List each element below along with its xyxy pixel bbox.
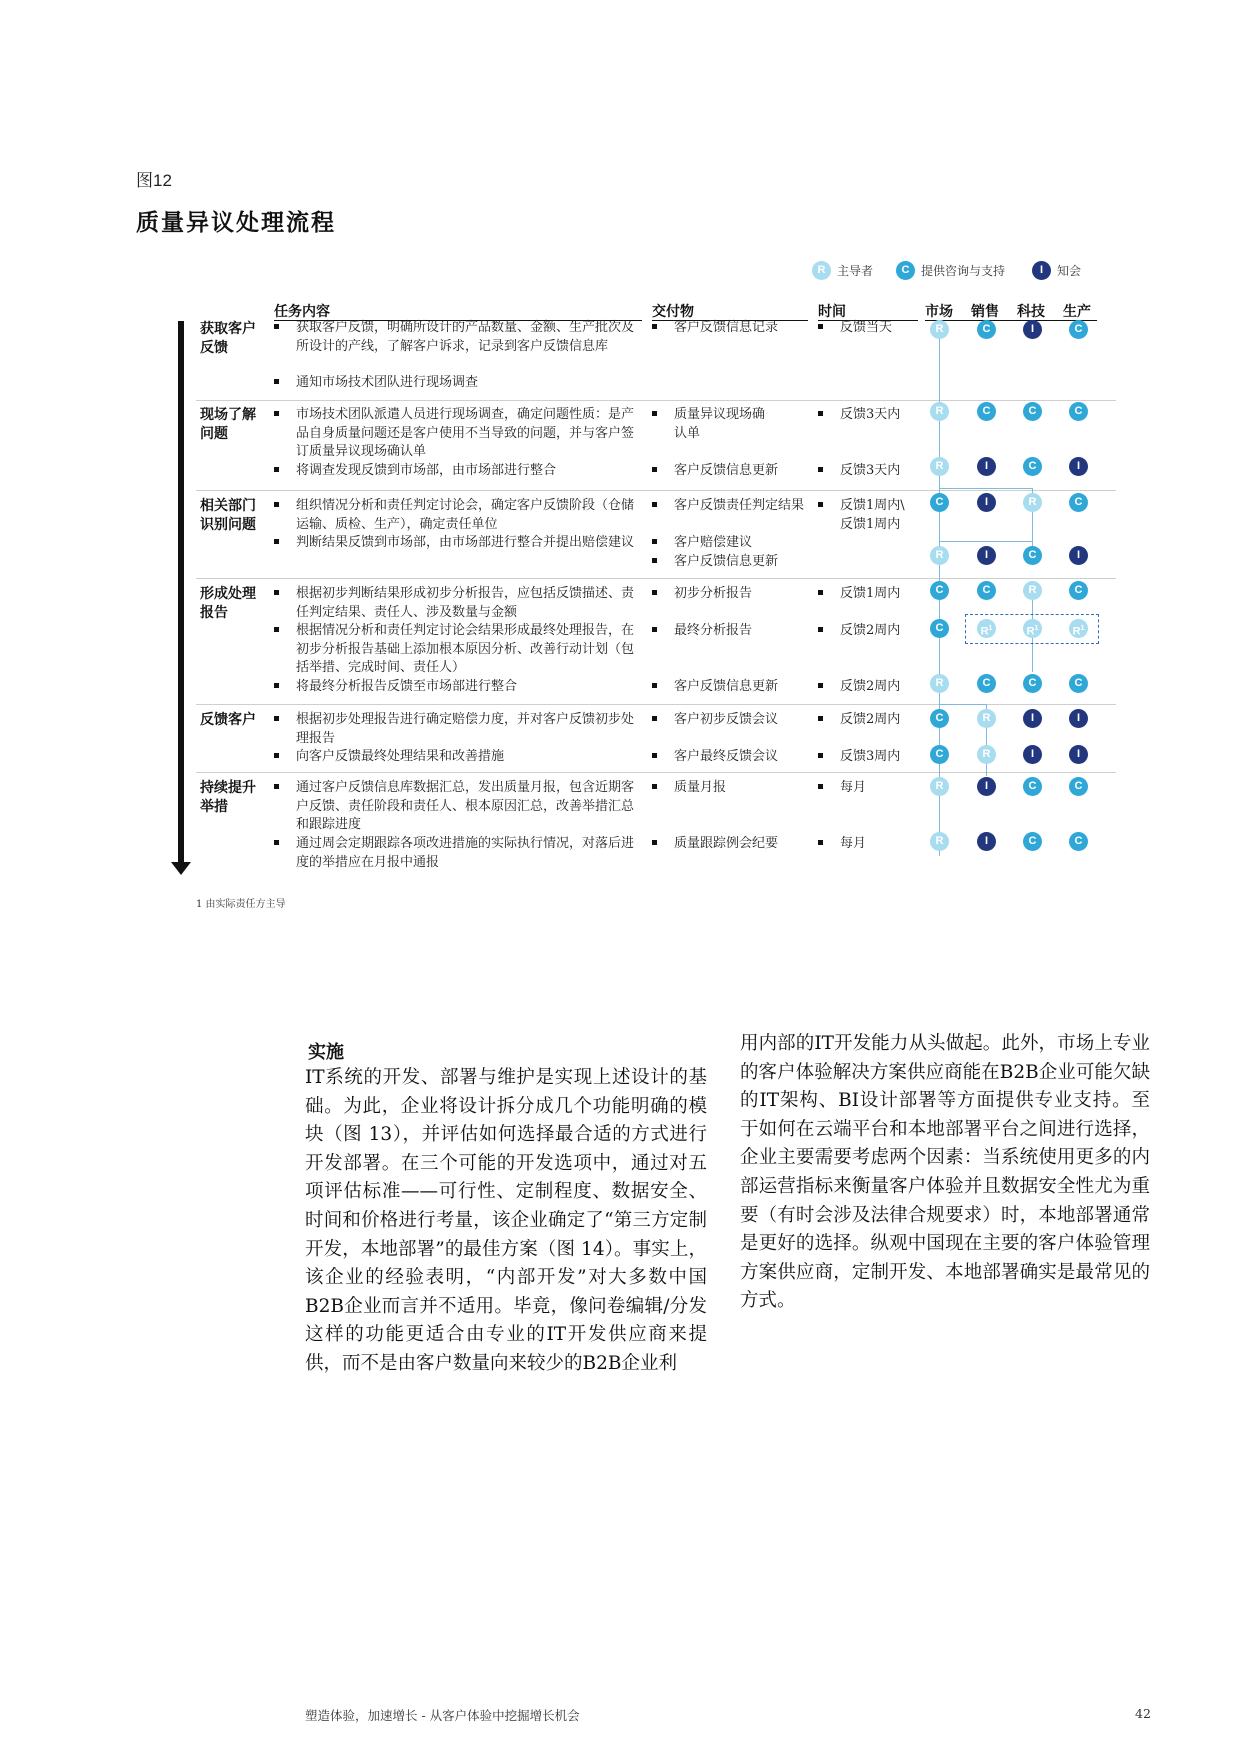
task-item: 根据初步处理报告进行确定赔偿力度，并对客户反馈初步处理报告 bbox=[274, 711, 642, 748]
deliverable-item: 客户反馈信息更新 bbox=[652, 678, 808, 697]
body-text-left: IT系统的开发、部署与维护是实现上述设计的基础。为此，企业将设计拆分成几个功能明确的模块（图 13），并评估如何选择最合适的方式进行开发部署。在三个可能的开发选项中，通过对五项评估标准——可行性、定制程度、数据安全、时间和价格进行考量，该企业确定了“第三方定制开发，本地部署”的最佳方案（图 14）。事实上，该企业的经验表明，“内部开发”对大多数中国B2B企业而言并不适用。毕竟，像问卷编辑/分发这样的功能更适合由专业的IT开发供应商来提供，而不是由客户数量向来较少的B2B企业利 bbox=[305, 1067, 707, 1374]
time-item: 反馈3天内 bbox=[818, 406, 918, 425]
consult-role-icon: C bbox=[1023, 777, 1042, 796]
lead-role-icon: R bbox=[812, 261, 831, 280]
task-item: 判断结果反馈到市场部，由市场部进行整合并提出赔偿建议 bbox=[274, 534, 642, 553]
stage-name: 反馈客户 bbox=[200, 712, 256, 728]
consult-role-icon: C bbox=[1023, 546, 1042, 565]
stage-name: 持续提升举措 bbox=[200, 780, 256, 815]
deliverable-item: 质量异议现场确认单 bbox=[652, 406, 772, 443]
task-item: 向客户反馈最终处理结果和改善措施 bbox=[274, 748, 642, 767]
lead-flow-line bbox=[939, 488, 1032, 489]
task-item: 将最终分析报告反馈至市场部进行整合 bbox=[274, 678, 642, 697]
inform-role-icon: I bbox=[977, 457, 996, 476]
consult-role-icon: C bbox=[930, 745, 949, 764]
stage-name: 现场了解问题 bbox=[200, 407, 256, 442]
lead-role-icon: R bbox=[930, 457, 949, 476]
consult-role-icon: C bbox=[896, 261, 915, 280]
task-item: 通过客户反馈信息库数据汇总，发出质量月报，包含近期客户反馈、责任阶段和责任人、根本原因汇总，改善举措汇总和跟踪进度 bbox=[274, 779, 642, 835]
lead-role-icon: R bbox=[930, 832, 949, 851]
page-number: 42 bbox=[1135, 1706, 1151, 1721]
consult-role-icon: C bbox=[977, 320, 996, 339]
consult-role-icon: C bbox=[1023, 457, 1042, 476]
consult-role-icon: C bbox=[1069, 777, 1088, 796]
task-item: 获取客户反馈，明确所设计的产品数量、金额、生产批次及所设计的产线，了解客户诉求，记录到客户反馈信息库 bbox=[274, 319, 642, 356]
lead-role-icon: R bbox=[977, 709, 996, 728]
header-role-tech: 科技 bbox=[1017, 304, 1045, 320]
deliverable-item: 初步分析报告 bbox=[652, 585, 808, 604]
header-task: 任务内容 bbox=[274, 304, 330, 320]
consult-role-icon: C bbox=[977, 674, 996, 693]
time-item: 反馈1周内\ 反馈1周内 bbox=[818, 497, 910, 534]
deliverable-item: 客户反馈责任判定结果 bbox=[652, 497, 808, 516]
task-item: 将调查发现反馈到市场部，由市场部进行整合 bbox=[274, 462, 642, 481]
section-title: 实施 bbox=[308, 1042, 344, 1063]
time-item: 反馈1周内 bbox=[818, 585, 918, 604]
task-item: 组织情况分析和责任判定讨论会，确定客户反馈阶段（仓储运输、质检、生产），确定责任单位 bbox=[274, 497, 642, 534]
consult-role-icon: C bbox=[1023, 674, 1042, 693]
lead-role-icon: R bbox=[930, 546, 949, 565]
lead-role-icon: $R^1$ bbox=[1069, 619, 1088, 638]
consult-role-icon: C bbox=[1069, 674, 1088, 693]
time-item: 反馈当天 bbox=[818, 319, 918, 338]
legend-label: 主导者 bbox=[837, 263, 874, 278]
time-item: 每月 bbox=[818, 779, 918, 798]
inform-role-icon: I bbox=[977, 832, 996, 851]
figure-title: 质量异议处理流程 bbox=[136, 209, 336, 236]
inform-role-icon: I bbox=[977, 777, 996, 796]
footer-title: 塑造体验，加速增长 - 从客户体验中挖掘增长机会 bbox=[305, 1708, 580, 1723]
stage-separator bbox=[196, 490, 1116, 491]
stage-separator bbox=[196, 400, 1116, 401]
header-role-sales: 销售 bbox=[971, 304, 999, 320]
consult-role-icon: C bbox=[930, 709, 949, 728]
lead-role-icon: R bbox=[1023, 493, 1042, 512]
lead-role-icon: $R^1$ bbox=[1023, 619, 1042, 638]
consult-role-icon: C bbox=[1069, 402, 1088, 421]
deliverable-item: 客户赔偿建议 bbox=[652, 534, 808, 553]
lead-role-icon: R bbox=[977, 745, 996, 764]
inform-role-icon: I bbox=[1069, 745, 1088, 764]
consult-role-icon: C bbox=[1069, 832, 1088, 851]
lead-role-icon: R bbox=[930, 777, 949, 796]
time-item: 反馈3周内 bbox=[818, 748, 918, 767]
time-item: 反馈2周内 bbox=[818, 678, 918, 697]
task-item: 根据情况分析和责任判定讨论会结果形成最终处理报告，在初步分析报告基础上添加根本原因分析、改善行动计划（包括举措、完成时间、责任人） bbox=[274, 622, 642, 678]
lead-role-icon: R bbox=[1023, 581, 1042, 600]
time-item: 反馈3天内 bbox=[818, 462, 918, 481]
lead-role-icon: R bbox=[930, 320, 949, 339]
deliverable-item: 客户反馈信息更新 bbox=[652, 462, 808, 481]
inform-role-icon: I bbox=[1023, 320, 1042, 339]
consult-role-icon: C bbox=[1069, 493, 1088, 512]
legend-item-lead bbox=[812, 258, 873, 282]
inform-role-icon: I bbox=[1069, 546, 1088, 565]
inform-role-icon: I bbox=[977, 493, 996, 512]
consult-role-icon: C bbox=[1023, 832, 1042, 851]
inform-role-icon: I bbox=[1032, 261, 1051, 280]
legend-item-inform bbox=[1032, 258, 1081, 282]
time-item: 反馈2周内 bbox=[818, 711, 918, 730]
stage-name: 相关部门识别问题 bbox=[200, 498, 256, 533]
deliverable-item: 客户初步反馈会议 bbox=[652, 711, 808, 730]
stage-separator bbox=[196, 578, 1116, 579]
legend-label: 提供咨询与支持 bbox=[921, 263, 1006, 278]
body-text-right: 用内部的IT开发能力从头做起。此外，市场上专业的客户体验解决方案供应商能在B2B企业可能欠缺的IT架构、BI设计部署等方面提供专业支持。至于如何在云端平台和本地部署平台之间进行选择，企业主要需要考虑两个因素：当系统使用更多的内部运营指标来衡量客户体验并且数据安全性尤为重要（有时会涉及法律合规要求）时，本地部署通常是更好的选择。纵观中国现在主要的客户体验管理方案供应商，定制开发、本地部署确实是最常见的方式。 bbox=[740, 1033, 1150, 1312]
figure-footnote: 1 由实际责任方主导 bbox=[196, 899, 286, 910]
lead-flow-line bbox=[939, 704, 986, 705]
process-arrow-head-icon bbox=[171, 862, 191, 875]
stage-name: 获取客户反馈 bbox=[200, 321, 256, 356]
lead-role-icon: $R^1$ bbox=[977, 619, 996, 638]
consult-role-icon: C bbox=[977, 402, 996, 421]
figure-label: 图12 bbox=[136, 171, 172, 190]
inform-role-icon: I bbox=[1023, 709, 1042, 728]
lead-role-icon: R bbox=[930, 402, 949, 421]
deliverable-item: 质量跟踪例会纪要 bbox=[652, 835, 808, 854]
inform-role-icon: I bbox=[977, 546, 996, 565]
header-deliverable: 交付物 bbox=[652, 304, 694, 320]
time-item: 反馈2周内 bbox=[818, 622, 918, 641]
lead-flow-line bbox=[939, 541, 1032, 542]
consult-role-icon: C bbox=[930, 619, 949, 638]
header-role-production: 生产 bbox=[1063, 304, 1091, 320]
header-underline bbox=[925, 320, 1097, 321]
legend-label: 知会 bbox=[1057, 263, 1082, 278]
task-item: 通知市场技术团队进行现场调查 bbox=[274, 374, 642, 393]
consult-role-icon: C bbox=[977, 581, 996, 600]
legend-item-consult bbox=[896, 258, 1005, 282]
task-item: 根据初步判断结果形成初步分析报告，应包括反馈描述、责任判定结果、责任人、涉及数量与金额 bbox=[274, 585, 642, 622]
consult-role-icon: C bbox=[1069, 320, 1088, 339]
deliverable-item: 最终分析报告 bbox=[652, 622, 808, 641]
lead-role-icon: R bbox=[930, 674, 949, 693]
header-role-market: 市场 bbox=[925, 304, 953, 320]
deliverable-item: 客户最终反馈会议 bbox=[652, 748, 808, 767]
process-arrow-shaft bbox=[178, 321, 184, 865]
task-item: 通过周会定期跟踪各项改进措施的实际执行情况，对落后进度的举措应在月报中通报 bbox=[274, 835, 642, 872]
header-time: 时间 bbox=[818, 304, 846, 320]
inform-role-icon: I bbox=[1023, 745, 1042, 764]
deliverable-item: 客户反馈信息更新 bbox=[652, 553, 808, 572]
time-item: 每月 bbox=[818, 835, 918, 854]
consult-role-icon: C bbox=[930, 493, 949, 512]
deliverable-item: 客户反馈信息记录 bbox=[652, 319, 808, 338]
stage-name: 形成处理报告 bbox=[200, 586, 256, 621]
consult-role-icon: C bbox=[930, 581, 949, 600]
stage-separator bbox=[196, 772, 1116, 773]
inform-role-icon: I bbox=[1069, 457, 1088, 476]
consult-role-icon: C bbox=[1069, 581, 1088, 600]
task-item: 市场技术团队派遣人员进行现场调查，确定问题性质：是产品自身质量问题还是客户使用不当导致的问题，并与客户签订质量异议现场确认单 bbox=[274, 406, 642, 462]
deliverable-item: 质量月报 bbox=[652, 779, 808, 798]
inform-role-icon: I bbox=[1069, 709, 1088, 728]
consult-role-icon: C bbox=[1023, 402, 1042, 421]
